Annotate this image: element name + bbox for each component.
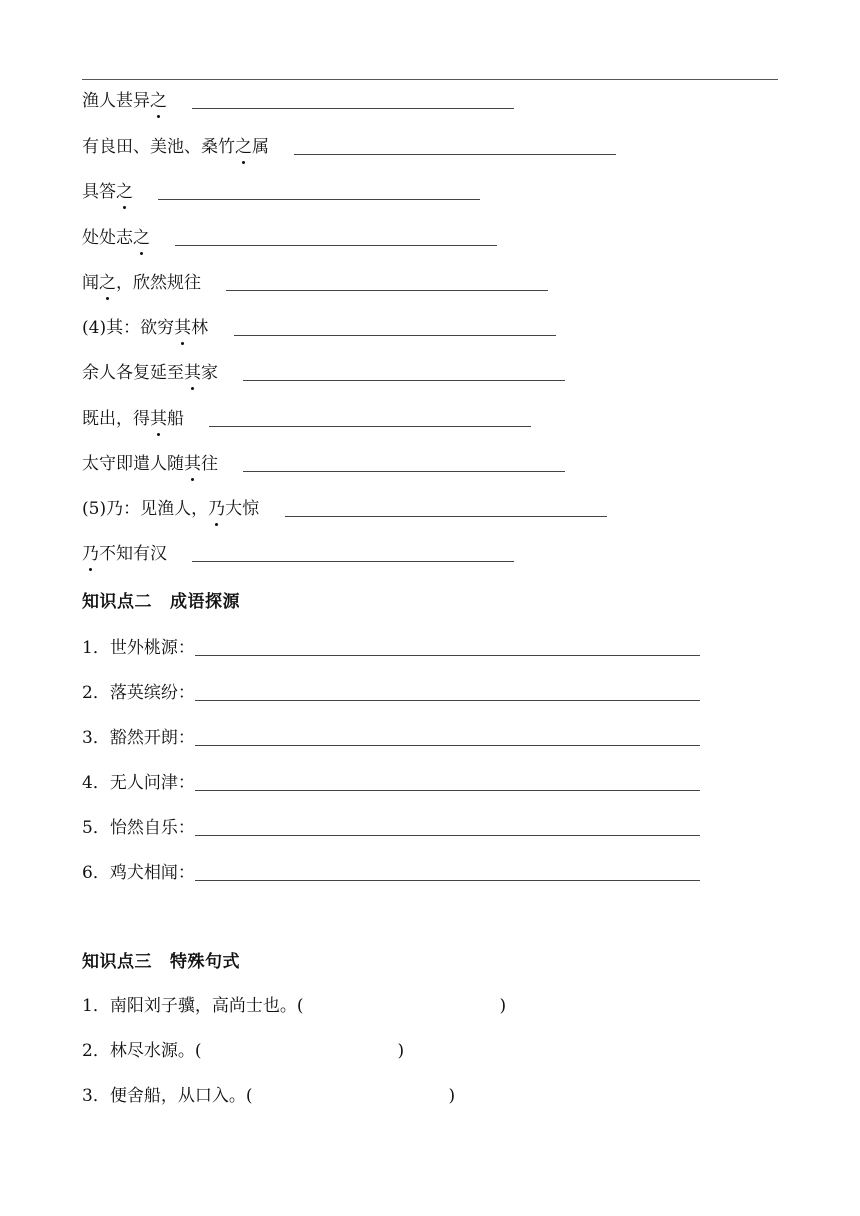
answer-blank[interactable]: [285, 516, 607, 517]
vocab-text: ，欣然规往: [116, 273, 201, 293]
vocab-text: (4)其：欲穷: [82, 318, 175, 338]
vocab-text: 具答: [82, 182, 116, 202]
answer-blank[interactable]: [243, 380, 565, 381]
vocab-text: 闻: [82, 273, 99, 293]
vocab-row: [82, 272, 548, 294]
sentence-text: 2．林尽水源。(: [82, 1041, 202, 1061]
answer-blank[interactable]: [195, 745, 700, 746]
section-heading: [82, 951, 240, 973]
vocab-row: [82, 181, 480, 203]
vocab-text: 有良田、美池、桑竹: [82, 137, 235, 157]
vocab-text: 不知有汉: [99, 544, 167, 564]
emphasized-char: 乃: [208, 499, 226, 519]
answer-blank[interactable]: [243, 471, 565, 472]
emphasized-char: 其: [184, 454, 201, 474]
answer-blank[interactable]: [192, 561, 514, 562]
sentence-item: [82, 1040, 404, 1062]
vocab-row: [82, 227, 497, 249]
answer-blank[interactable]: [195, 880, 700, 881]
answer-blank[interactable]: [195, 700, 700, 701]
vocab-row: [82, 408, 531, 430]
close-paren: ): [448, 1086, 456, 1106]
emphasized-char: 其: [184, 363, 201, 383]
vocab-row: [82, 498, 607, 520]
answer-blank[interactable]: [158, 199, 480, 200]
answer-blank[interactable]: [192, 108, 514, 109]
answer-blank[interactable]: [195, 655, 700, 656]
emphasized-char: 其: [174, 318, 192, 338]
idiom-item: [82, 772, 700, 794]
top-rule: [82, 79, 778, 80]
idiom-item: [82, 682, 700, 704]
emphasized-char: 之: [116, 182, 133, 202]
close-paren: ): [397, 1041, 405, 1061]
answer-blank[interactable]: [195, 835, 700, 836]
idiom-label: 4．无人问津：: [82, 773, 195, 793]
vocab-text: 既出，得: [82, 409, 150, 429]
emphasized-char: 乃: [82, 544, 99, 564]
idiom-label: 5．怡然自乐：: [82, 818, 195, 838]
emphasized-char: 之: [99, 273, 116, 293]
section-title: 特殊句式: [170, 952, 240, 972]
idiom-item: [82, 862, 700, 884]
answer-blank[interactable]: [195, 790, 700, 791]
vocab-row: [82, 362, 565, 384]
idiom-item: [82, 817, 700, 839]
vocab-row: [82, 136, 616, 158]
emphasized-char: 之: [235, 137, 252, 157]
vocab-text: 往: [201, 454, 218, 474]
vocab-text: 太守即遣人随: [82, 454, 184, 474]
answer-blank[interactable]: [175, 245, 497, 246]
vocab-text: 处处志: [82, 228, 133, 248]
vocab-row: [82, 90, 514, 112]
section-title: 成语探源: [170, 592, 240, 612]
section-number: 知识点三: [82, 952, 152, 972]
idiom-label: 2．落英缤纷：: [82, 683, 195, 703]
emphasized-char: 其: [150, 409, 167, 429]
vocab-text: 家: [201, 363, 218, 383]
vocab-text: 属: [252, 137, 269, 157]
vocab-text: 余人各复延至: [82, 363, 184, 383]
vocab-text: 大惊: [225, 499, 260, 519]
vocab-text: (5)乃：见渔人，: [82, 499, 209, 519]
answer-blank[interactable]: [209, 426, 531, 427]
sentence-text: 3．便舍船，从口入。(: [82, 1086, 253, 1106]
idiom-label: 3．豁然开朗：: [82, 728, 195, 748]
emphasized-char: 之: [133, 228, 150, 248]
answer-blank[interactable]: [226, 290, 548, 291]
section-number: 知识点二: [82, 592, 152, 612]
close-paren: ): [499, 996, 507, 1016]
idiom-label: 6．鸡犬相闻：: [82, 863, 195, 883]
answer-blank[interactable]: [234, 335, 556, 336]
idiom-item: [82, 727, 700, 749]
idiom-label: 1．世外桃源：: [82, 638, 195, 658]
vocab-text: 渔人甚异: [82, 91, 150, 111]
answer-blank[interactable]: [294, 154, 616, 155]
idiom-item: [82, 637, 700, 659]
emphasized-char: 之: [150, 91, 167, 111]
vocab-row: [82, 317, 556, 339]
sentence-text: 1．南阳刘子骥，高尚士也。(: [82, 996, 304, 1016]
vocab-row: [82, 543, 514, 565]
sentence-item: [82, 1085, 455, 1107]
vocab-text: 船: [167, 409, 184, 429]
section-heading: [82, 591, 240, 613]
vocab-text: 林: [191, 318, 209, 338]
sentence-item: [82, 995, 506, 1017]
vocab-row: [82, 453, 565, 475]
